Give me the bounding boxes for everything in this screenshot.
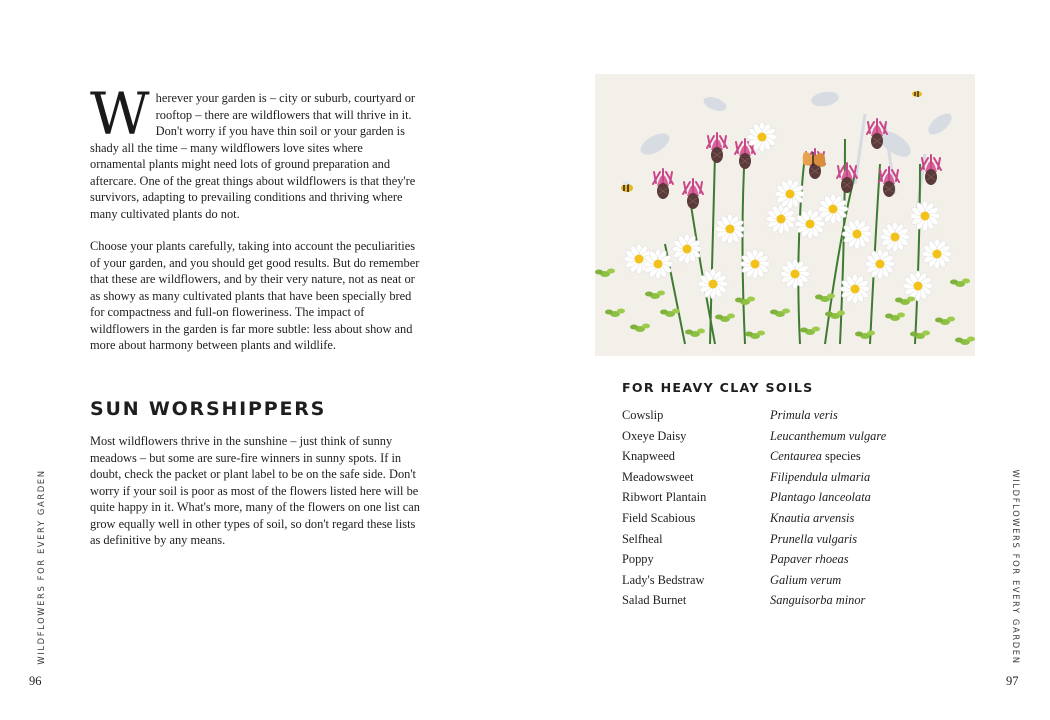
body-paragraph-2: Choose your plants carefully, taking into account the peculiarities of your garden, and you should get good results. But do remember that these are wildflowers, and by their very nature, not as neat or as showy as many cultivated plants that have been specially bred for compactness and full-on floweriness. The impact of wildflowers in the garden is far more subtle: less about show and more about harmony between plants and wildlife.: [90, 239, 420, 352]
plant-latin-binomial: Filipendula ulmaria: [770, 469, 871, 484]
plant-row: [622, 549, 962, 570]
plant-latin-name: [770, 467, 870, 488]
plant-latin-name: [770, 529, 857, 550]
plant-latin-binomial: Papaver rhoeas: [770, 552, 849, 567]
plant-latin-name: [770, 508, 854, 529]
page-number-right: 97: [1006, 674, 1019, 688]
bee-icon: [912, 91, 922, 97]
intro-text: herever your garden is – city or suburb, courtyard or rooftop – there are wildflowers that will thrive in it. Don't worry if you have thin soil or your garden is shady all the time – many wildflowers love sites where ornamental plants might need lots of ground preparation and aftercare. One of the great things about wildflowers is that they're survivors, adapting to prevailing conditions and thriving where many cultivated plants do not.: [90, 91, 416, 221]
plant-common-name: Poppy: [622, 552, 654, 567]
plant-common-name: Cowslip: [622, 408, 664, 422]
plant-common-name: Knapweed: [622, 449, 675, 464]
running-head-left: WILDFLOWERS FOR EVERY GARDEN: [36, 469, 46, 665]
intro-paragraph: [90, 80, 420, 222]
plant-latin-name: [770, 570, 841, 591]
plant-latin-name: [770, 446, 861, 467]
plant-row: [622, 467, 962, 488]
list-heading: FOR HEAVY CLAY SOILS: [622, 380, 814, 395]
plant-row: [622, 570, 962, 591]
plant-latin-binomial: Knautia arvensis: [770, 510, 855, 525]
plant-row: [622, 405, 962, 426]
plant-common-name: Lady's Bedstraw: [622, 572, 705, 587]
plant-row: [622, 426, 962, 447]
plant-latin-suffix: species: [821, 449, 861, 464]
plant-common-name: Salad Burnet: [622, 593, 687, 608]
plant-common-name: Oxeye Daisy: [622, 428, 687, 443]
plant-row: [622, 508, 962, 529]
plant-latin-binomial: Sanguisorba minor: [770, 593, 866, 608]
plant-list: [622, 405, 962, 611]
plant-row: [622, 590, 962, 611]
plant-latin-binomial: Primula veris: [770, 408, 838, 422]
plant-latin-name: [770, 487, 871, 508]
plant-latin-name: [770, 590, 865, 611]
plant-latin-binomial: Leucanthemum vulgare: [770, 428, 887, 443]
body-paragraph-3: Most wildflowers thrive in the sunshine – just think of sunny meadows – but some are sure-fire winners in sunny spots. If in doubt, check the packet or plant label to be on the safe side. Don't worry if your soil is poor as most of the flowers listed here will be quite happy in it. What's more, many of the flowers on one list can grow equally well in other types of soil, so don't regard these lists as definitive by any means.: [90, 434, 420, 547]
section-heading: SUN WORSHIPPERS: [90, 398, 327, 420]
page-number-left: 96: [29, 674, 42, 688]
plant-latin-binomial: Centaurea: [770, 449, 822, 464]
plant-latin-binomial: Galium verum: [770, 572, 842, 587]
plant-common-name: Field Scabious: [622, 510, 696, 525]
plant-common-name: Meadowsweet: [622, 469, 694, 484]
plant-latin-name: [770, 549, 849, 570]
wildflower-illustration: [595, 74, 975, 356]
plant-common-name: Ribwort Plantain: [622, 490, 707, 505]
running-head-right: WILDFLOWERS FOR EVERY GARDEN: [1011, 469, 1021, 665]
plant-row: [622, 487, 962, 508]
plant-common-name: Selfheal: [622, 531, 663, 546]
plant-row: [622, 529, 962, 550]
plant-row: [622, 446, 962, 467]
plant-latin-name: [770, 405, 838, 426]
plant-latin-binomial: Prunella vulgaris: [770, 531, 858, 546]
plant-latin-name: [770, 426, 886, 447]
plant-latin-binomial: Plantago lanceolata: [770, 490, 871, 505]
drop-cap: W: [90, 80, 150, 148]
